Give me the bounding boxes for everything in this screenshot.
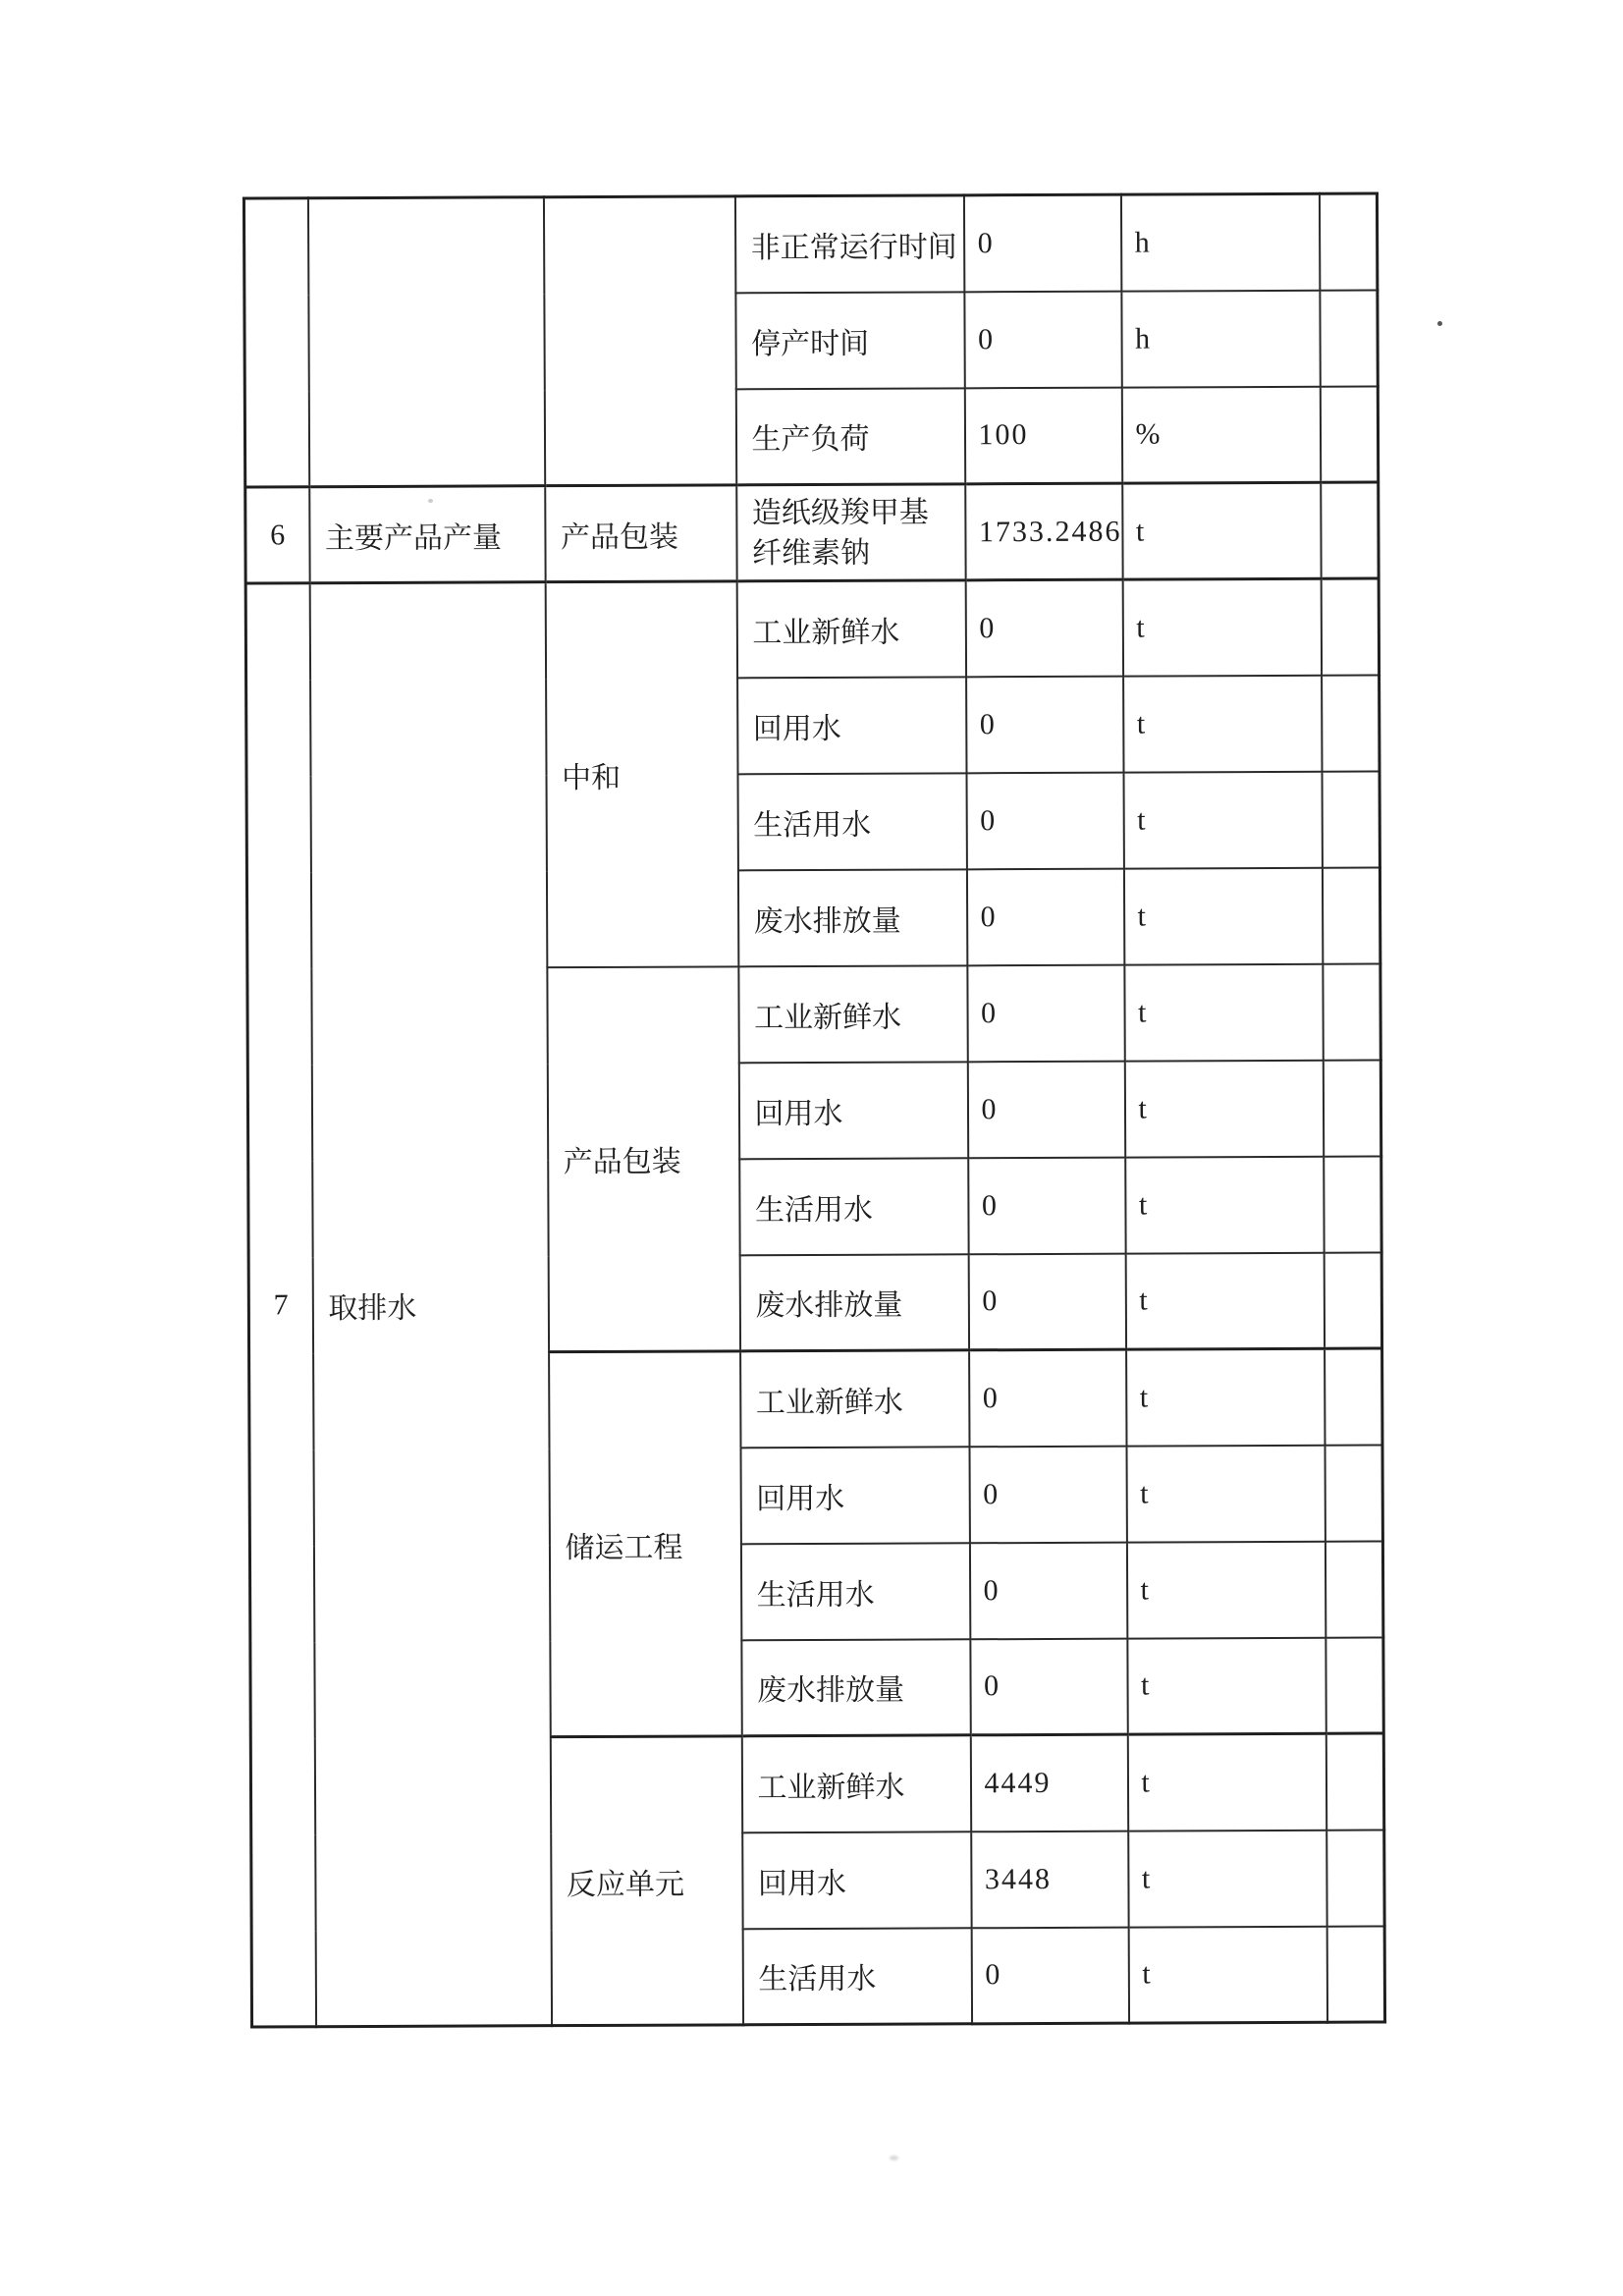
item-cell: 生活用水 [742,1928,971,2025]
unit-cell: t [1126,1445,1325,1542]
note-cell [1323,1060,1380,1156]
note-cell [1322,675,1380,771]
unit-cell: h [1121,290,1320,387]
item-cell: 非正常运行时间 [734,195,963,293]
note-cell [1326,1830,1384,1926]
item-cell: 回用水 [737,677,966,774]
note-cell [1321,482,1379,578]
unit-cell: t [1123,675,1322,772]
item-cell: 生活用水 [737,773,966,870]
group-cell: 中和 [545,581,738,967]
item-cell: 回用水 [740,1447,969,1544]
item-cell: 废水排放量 [739,1254,968,1351]
item-cell: 生活用水 [740,1543,969,1640]
note-cell [1322,771,1380,867]
item-cell: 造纸级羧甲基纤维素钠 [736,484,965,581]
group-cell: 储运工程 [549,1351,742,1737]
value-cell: 0 [966,676,1123,773]
scan-speck [428,499,433,503]
note-cell [1320,386,1378,482]
table-row [245,578,1379,680]
value-cell: 0 [970,1638,1127,1735]
unit-cell: t [1122,578,1321,676]
note-cell [1325,1637,1383,1733]
unit-cell: t [1123,771,1322,868]
note-cell [1325,1348,1382,1445]
item-cell: 工业新鲜水 [738,965,967,1063]
scan-speck [890,2156,898,2160]
item-cell: 工业新鲜水 [736,580,965,678]
value-cell: 4449 [970,1734,1127,1831]
unit-cell: % [1121,386,1320,483]
table-row [243,193,1377,295]
value-cell: 0 [969,1542,1126,1639]
value-cell: 0 [966,772,1123,869]
note-cell [1325,1733,1383,1830]
note-cell [1326,1926,1384,2022]
seq-cell: 6 [245,487,309,583]
production-data-table [243,191,1386,2028]
value-cell: 0 [968,1253,1125,1350]
item-cell: 废水排放量 [737,869,966,966]
unit-cell: t [1127,1733,1325,1831]
item-cell: 生产负荷 [735,388,964,485]
item-cell: 工业新鲜水 [741,1735,970,1832]
note-cell [1324,1252,1381,1348]
note-cell [1323,963,1380,1060]
unit-cell: t [1126,1541,1325,1638]
unit-cell: t [1128,1830,1326,1927]
item-cell: 回用水 [738,1062,967,1159]
value-cell: 3448 [971,1831,1128,1928]
group-cell: 产品包装 [547,966,740,1352]
category-cell: 取排水 [309,582,551,2027]
unit-cell: t [1124,1060,1323,1157]
note-cell [1325,1445,1382,1541]
category-cell: 主要产品产量 [309,486,545,583]
note-cell [1320,290,1378,386]
note-cell [1319,193,1377,290]
value-cell: 0 [967,964,1124,1062]
seq-continued-cell [243,198,308,487]
value-cell: 0 [965,579,1122,677]
unit-cell: t [1125,1156,1324,1253]
note-cell [1324,1156,1381,1252]
unit-cell: t [1127,1637,1325,1734]
unit-cell: h [1120,193,1319,291]
unit-cell: t [1126,1348,1325,1446]
group-cell: 反应单元 [550,1736,742,2026]
value-cell: 0 [968,1157,1125,1254]
value-cell: 1733.2486 [965,483,1122,580]
item-cell: 回用水 [742,1831,971,1929]
value-cell: 0 [966,868,1123,965]
item-cell: 生活用水 [739,1158,968,1255]
item-cell: 停产时间 [735,292,964,389]
note-cell [1321,578,1379,675]
scan-speck [1437,321,1442,326]
unit-cell: t [1128,1926,1326,2023]
seq-cell: 7 [245,583,315,2027]
unit-cell: t [1124,963,1323,1061]
value-cell: 0 [967,1061,1124,1158]
table-row [245,482,1379,583]
value-cell: 0 [964,291,1121,388]
value-cell: 0 [963,194,1120,292]
value-cell: 0 [971,1927,1128,2024]
note-cell [1325,1541,1382,1637]
unit-cell: t [1125,1252,1324,1349]
unit-cell: t [1122,482,1321,579]
subunit-continued-cell [543,196,735,486]
item-cell: 废水排放量 [741,1639,970,1736]
item-cell: 工业新鲜水 [740,1350,969,1448]
value-cell: 100 [964,387,1121,484]
subunit-cell: 产品包装 [545,485,736,582]
value-cell: 0 [969,1349,1126,1447]
category-continued-cell [307,197,544,487]
unit-cell: t [1123,867,1322,964]
note-cell [1322,867,1380,963]
value-cell: 0 [969,1446,1126,1543]
